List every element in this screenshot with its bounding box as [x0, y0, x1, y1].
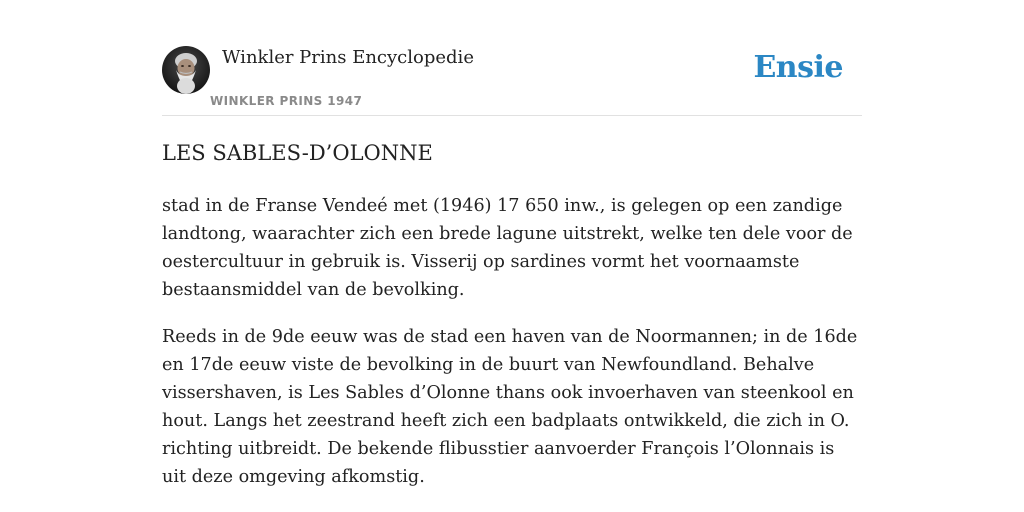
bearded-man-portrait-icon	[162, 46, 210, 94]
avatar[interactable]	[162, 46, 210, 94]
article-paragraph: stad in de Franse Vendeé met (1946) 17 650 inw., is gelegen op een zandige landtong, waarachter zich een brede lagune uitstrekt, welke ten dele voor de oestercultuur in gebruik is. Visserij op sardines vormt het voornaamste bestaansmiddel van de bevolking.	[162, 196, 853, 300]
article-paragraph: Reeds in de 9de eeuw was de stad een haven van de Noormannen; in de 16de en 17de eeuw viste de bevolking in de buurt van Newfoundland. Behalve vissershaven, is Les Sables d’Olonne thans ook invoerhaven van steenkool en hout. Langs het zeestrand heeft zich een badplaats ontwikkeld, die zich in O. richting uitbreidt. De bekende flibusstier aanvoerder François l’Olonnais is uit deze omgeving afkomstig.	[162, 327, 858, 487]
source-subtitle: WINKLER PRINS 1947	[210, 94, 363, 108]
source-title-link[interactable]: Winkler Prins Encyclopedie	[222, 47, 474, 68]
ensie-logo-link[interactable]: Ensie	[753, 50, 843, 85]
article-body	[162, 192, 862, 510]
article-title: LES SABLES-D’OLONNE	[162, 141, 433, 165]
source-header	[162, 44, 862, 116]
